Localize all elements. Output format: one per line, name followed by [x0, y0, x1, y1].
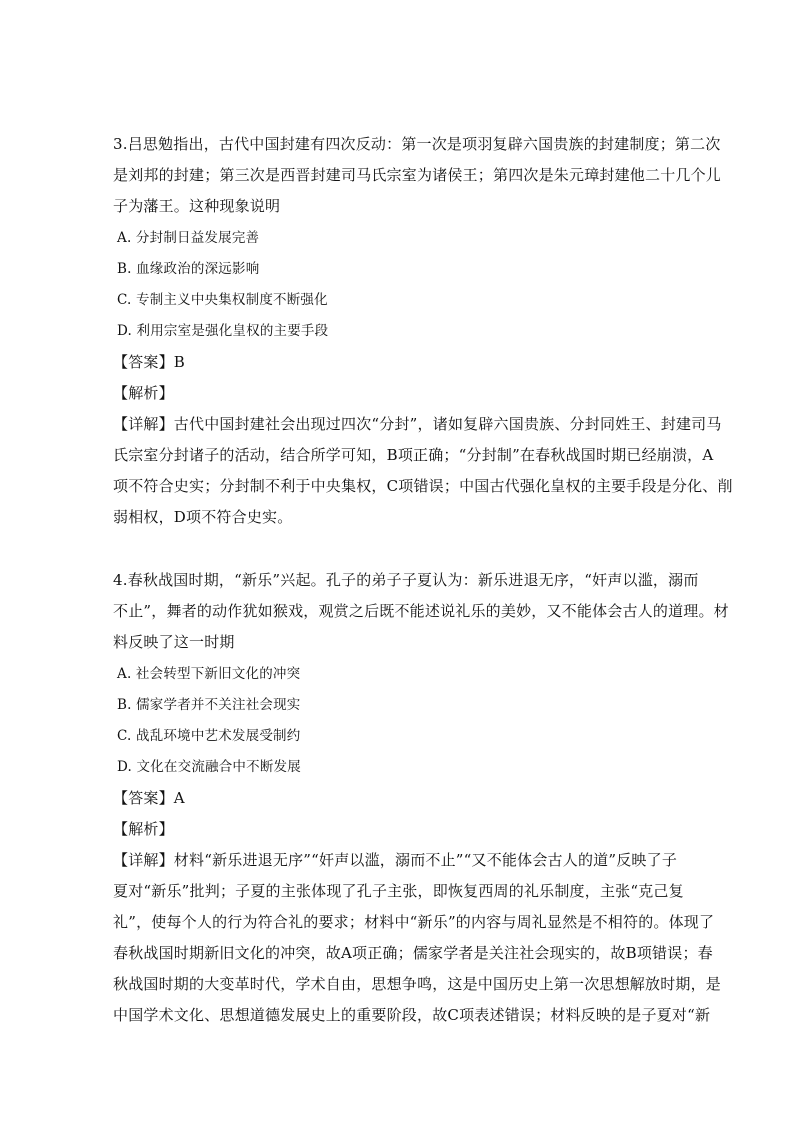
question-3-detail-line-4: 弱相权，D项不符合史实。	[113, 508, 293, 526]
question-4-detail-line-6: 中国学术文化、思想道德发展史上的重要阶段，故C项表述错误；材料反映的是子夏对“新	[113, 1006, 711, 1024]
question-3-option-b: B. 血缘政治的深远影响	[117, 261, 260, 277]
question-4-option-d: D. 文化在交流融合中不断发展	[117, 759, 301, 775]
question-4-option-a: A. 社会转型下新旧文化的冲突	[117, 666, 301, 682]
question-3-analysis-label: 【解析】	[113, 384, 174, 402]
question-3-stem-line-1: 3.吕思勉指出，古代中国封建有四次反动：第一次是项羽复辟六国贵族的封建制度；第二次	[113, 135, 721, 153]
question-4-detail-line-1: 【详解】材料“新乐进退无序”“奸声以滥，溺而不止”“又不能体会古人的道”反映了子	[113, 851, 678, 869]
question-3-option-a: A. 分封制日益发展完善	[117, 230, 260, 246]
question-4-stem-line-2: 不止”，舞者的动作犹如猴戏，观赏之后既不能述说礼乐的美妙，又不能体会古人的道理。材	[113, 602, 729, 620]
question-4-option-b: B. 儒家学者并不关注社会现实	[117, 697, 301, 713]
question-4-detail-line-5: 秋战国时期的大变革时代，学术自由，思想争鸣，这是中国历史上第一次思想解放时期，是	[113, 975, 722, 993]
question-4-detail-line-3: 礼”，使每个人的行为符合礼的要求；材料中“新乐”的内容与周礼显然是不相符的。体现了	[113, 913, 715, 931]
question-4-detail-line-4: 春秋战国时期新旧文化的冲突，故A项正确；儒家学者是关注社会现实的，故B项错误；春	[113, 944, 713, 962]
question-4-option-c: C. 战乱环境中艺术发展受制约	[117, 728, 301, 744]
question-3-answer: 【答案】B	[113, 353, 186, 371]
question-4-stem-line-1: 4.春秋战国时期，“新乐”兴起。孔子的弟子子夏认为：新乐进退无序，“奸声以滥，溺而	[113, 571, 699, 589]
question-3-stem-line-3: 子为藩王。这种现象说明	[113, 197, 281, 215]
question-4-detail-line-2: 夏对“新乐”批判；子夏的主张体现了孔子主张，即恢复西周的礼乐制度，主张“克己复	[113, 882, 684, 900]
question-3-detail-line-3: 项不符合史实；分封制不利于中央集权，C项错误；中国古代强化皇权的主要手段是分化、削	[113, 477, 733, 495]
question-4-answer: 【答案】A	[113, 789, 185, 807]
question-4-analysis-label: 【解析】	[113, 820, 174, 838]
question-3-detail-line-1: 【详解】古代中国封建社会出现过四次“分封”，诸如复辟六国贵族、分封同姓王、封建司马	[113, 415, 722, 433]
question-3-stem-line-2: 是刘邦的封建；第三次是西晋封建司马氏宗室为诸侯王；第四次是朱元璋封建他二十几个儿	[113, 166, 722, 184]
question-3-detail-line-2: 氏宗室分封诸子的活动，结合所学可知，B项正确；“分封制”在春秋战国时期已经崩溃，A	[113, 446, 714, 464]
question-3-option-c: C. 专制主义中央集权制度不断强化	[117, 292, 328, 308]
question-3-option-d: D. 利用宗室是强化皇权的主要手段	[117, 323, 329, 339]
question-4-stem-line-3: 料反映了这一时期	[113, 633, 235, 651]
